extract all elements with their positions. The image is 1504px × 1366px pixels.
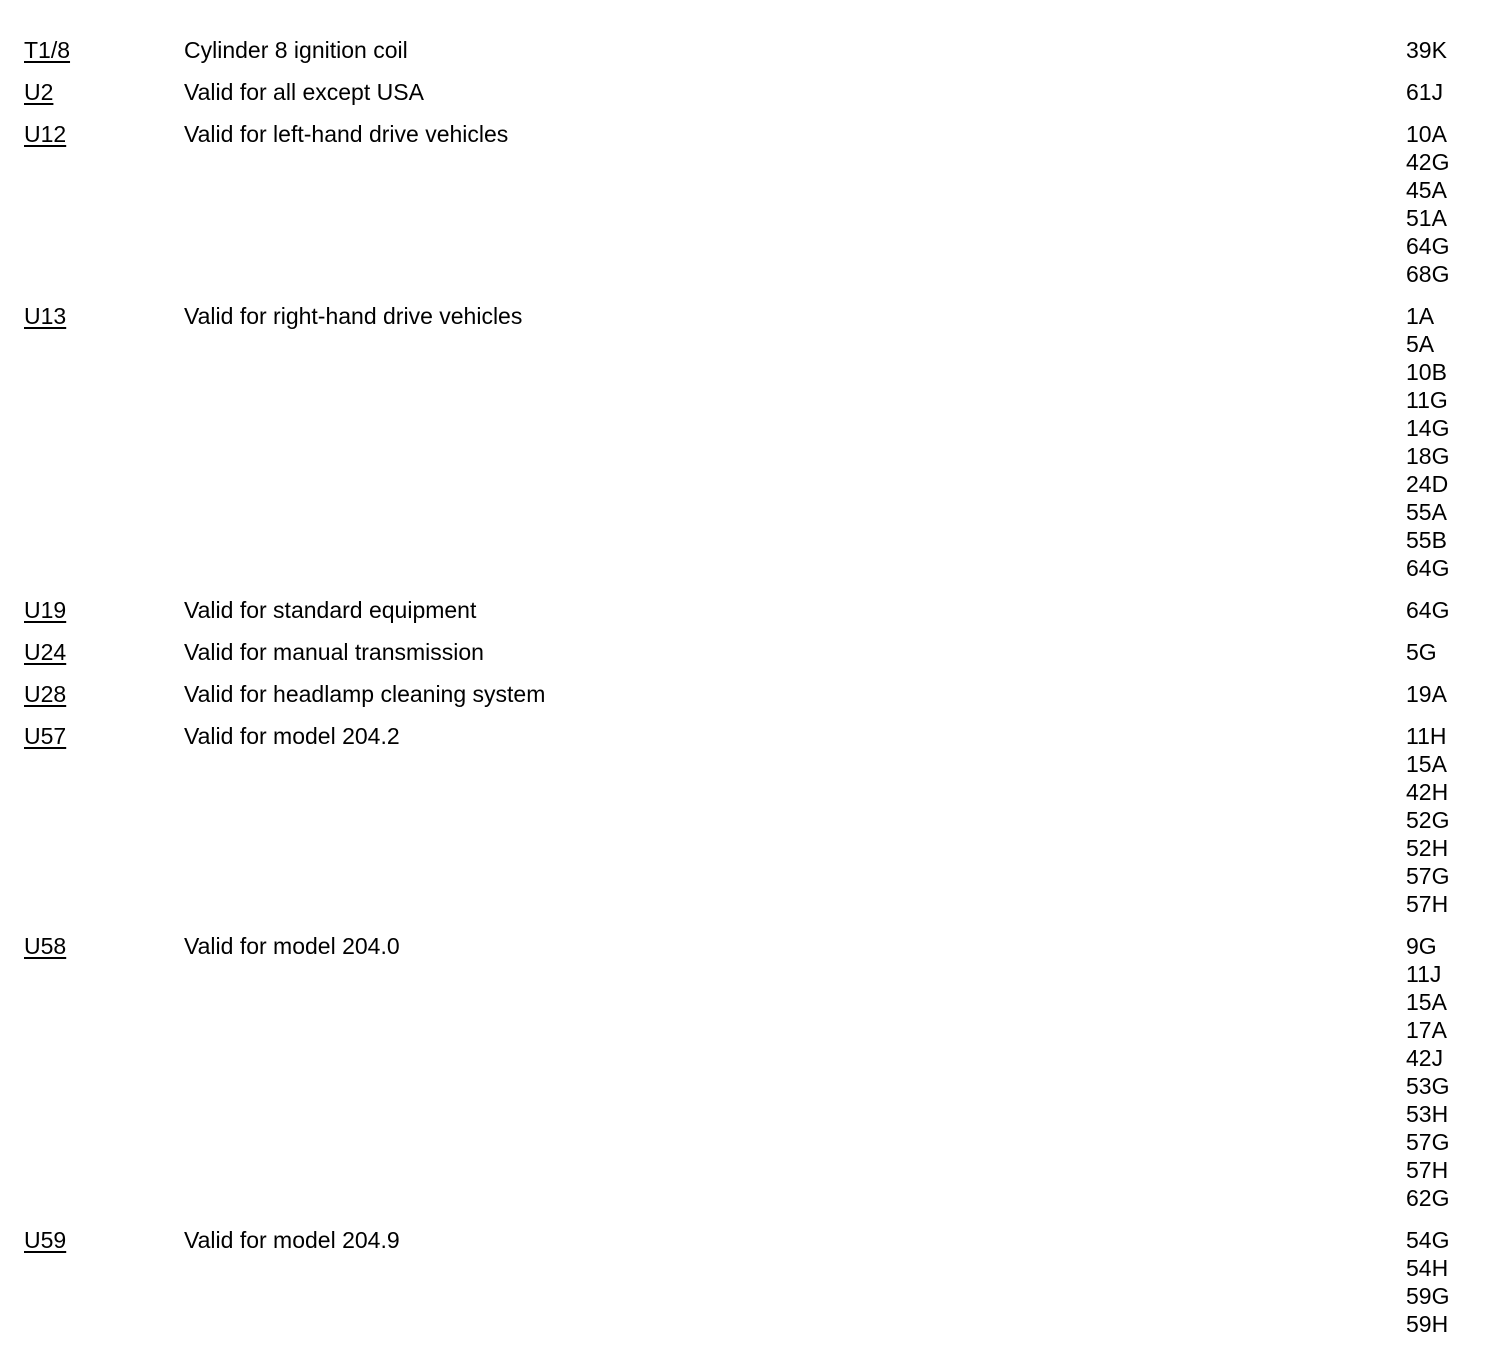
grid-reference: 54G <box>1406 1227 1450 1253</box>
grid-reference: 17A <box>1406 1017 1447 1043</box>
grid-reference-list <box>1406 302 1496 582</box>
grid-reference: 11J <box>1406 961 1442 987</box>
grid-reference: 59H <box>1406 1311 1449 1337</box>
grid-reference: 42G <box>1406 149 1450 175</box>
grid-reference-list <box>1406 722 1496 918</box>
grid-reference: 10A <box>1406 121 1447 147</box>
component-code-link[interactable]: U28 <box>24 681 67 707</box>
component-description: Valid for model 204.9 <box>184 1227 400 1253</box>
grid-reference: 19A <box>1406 681 1447 707</box>
grid-reference: 55B <box>1406 527 1447 553</box>
grid-reference: 45A <box>1406 177 1447 203</box>
grid-reference: 64G <box>1406 597 1450 623</box>
grid-reference-list <box>1406 120 1496 288</box>
component-description: Valid for model 204.0 <box>184 933 400 959</box>
grid-reference: 57G <box>1406 863 1450 889</box>
component-description: Cylinder 8 ignition coil <box>184 37 408 63</box>
grid-reference-list <box>1406 680 1496 708</box>
component-description: Valid for all except USA <box>184 79 424 105</box>
grid-reference: 64G <box>1406 555 1450 581</box>
component-code-link[interactable]: U12 <box>24 121 67 147</box>
legend-row <box>0 1226 1504 1338</box>
grid-reference: 5G <box>1406 639 1437 665</box>
grid-reference-list <box>1406 932 1496 1212</box>
legend-row <box>0 638 1504 666</box>
legend-row <box>0 722 1504 918</box>
grid-reference-list <box>1406 36 1496 64</box>
grid-reference: 55A <box>1406 499 1447 525</box>
grid-reference: 59G <box>1406 1283 1450 1309</box>
grid-reference: 51A <box>1406 205 1447 231</box>
component-code-link[interactable]: U19 <box>24 597 67 623</box>
grid-reference: 52G <box>1406 807 1450 833</box>
legend-row <box>0 120 1504 288</box>
component-description: Valid for standard equipment <box>184 597 477 623</box>
grid-reference: 15A <box>1406 751 1447 777</box>
legend-table <box>0 36 1504 1352</box>
component-code-link[interactable]: U59 <box>24 1227 67 1253</box>
grid-reference: 11G <box>1406 387 1448 413</box>
grid-reference-list <box>1406 638 1496 666</box>
grid-reference: 57H <box>1406 1157 1449 1183</box>
grid-reference: 62G <box>1406 1185 1450 1211</box>
component-code-link[interactable]: U58 <box>24 933 67 959</box>
component-code-link[interactable]: T1/8 <box>24 37 71 63</box>
legend-row <box>0 932 1504 1212</box>
grid-reference: 53H <box>1406 1101 1449 1127</box>
grid-reference: 39K <box>1406 37 1447 63</box>
component-code-link[interactable]: U57 <box>24 723 67 749</box>
grid-reference: 54H <box>1406 1255 1449 1281</box>
grid-reference: 14G <box>1406 415 1450 441</box>
component-description: Valid for manual transmission <box>184 639 484 665</box>
grid-reference-list <box>1406 596 1496 624</box>
grid-reference: 10B <box>1406 359 1447 385</box>
grid-reference: 57G <box>1406 1129 1450 1155</box>
grid-reference: 1A <box>1406 303 1435 329</box>
grid-reference: 61J <box>1406 79 1444 105</box>
grid-reference: 18G <box>1406 443 1450 469</box>
grid-reference: 52H <box>1406 835 1449 861</box>
grid-reference: 42J <box>1406 1045 1444 1071</box>
grid-reference-list <box>1406 1226 1496 1338</box>
component-code-link[interactable]: U13 <box>24 303 67 329</box>
grid-reference-list <box>1406 78 1496 106</box>
legend-row <box>0 680 1504 708</box>
component-description: Valid for headlamp cleaning system <box>184 681 546 707</box>
grid-reference: 15A <box>1406 989 1447 1015</box>
component-code-link[interactable]: U24 <box>24 639 67 665</box>
legend-row <box>0 302 1504 582</box>
component-code-link[interactable]: U2 <box>24 79 54 105</box>
grid-reference: 5A <box>1406 331 1435 357</box>
grid-reference: 68G <box>1406 261 1450 287</box>
legend-row <box>0 78 1504 106</box>
legend-row <box>0 596 1504 624</box>
grid-reference: 24D <box>1406 471 1449 497</box>
grid-reference: 9G <box>1406 933 1437 959</box>
grid-reference: 64G <box>1406 233 1450 259</box>
legend-row <box>0 36 1504 64</box>
grid-reference: 57H <box>1406 891 1449 917</box>
grid-reference: 11H <box>1406 723 1447 749</box>
grid-reference: 53G <box>1406 1073 1450 1099</box>
grid-reference: 42H <box>1406 779 1449 805</box>
component-description: Valid for model 204.2 <box>184 723 400 749</box>
component-description: Valid for right-hand drive vehicles <box>184 303 523 329</box>
component-description: Valid for left-hand drive vehicles <box>184 121 509 147</box>
